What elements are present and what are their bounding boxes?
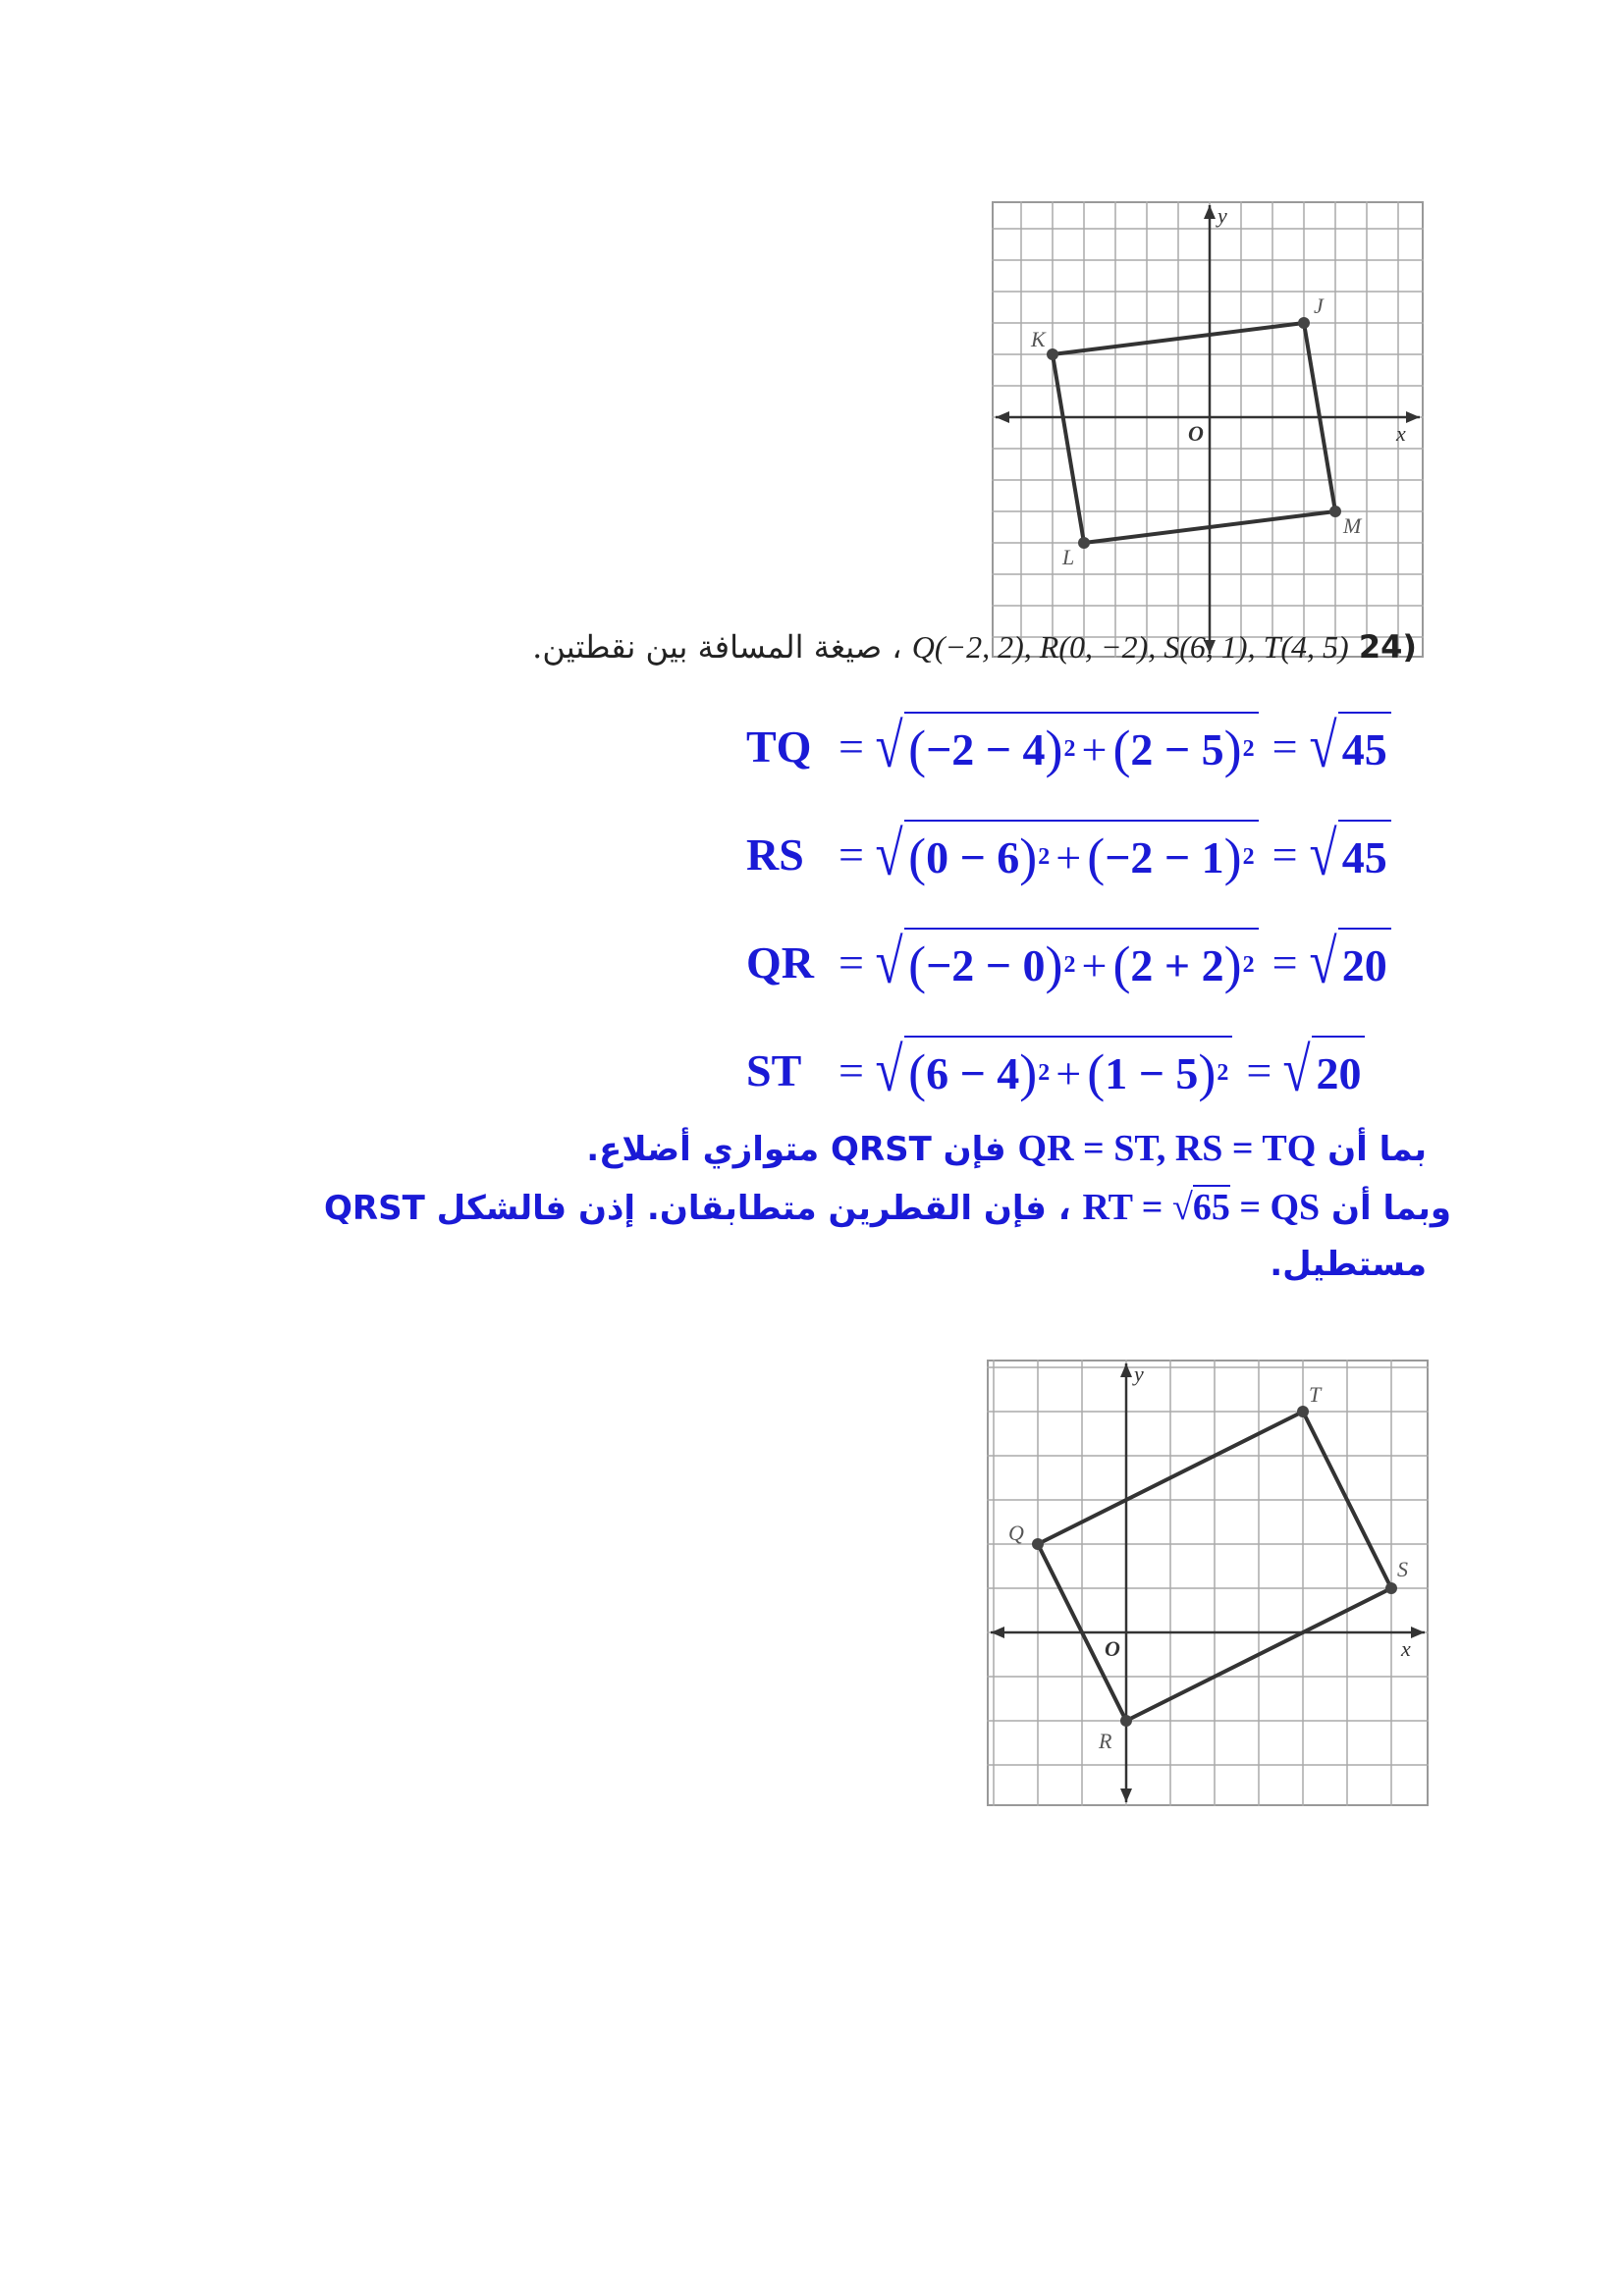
equation-qr: QR = √ ( −2 − 0 ) 2 + ( 2 + 2 ) 2 = √ 20 — [746, 918, 1391, 1006]
text-segment: فإن QRST متوازي أضلاع. — [586, 1130, 1006, 1169]
vertex-Q — [1032, 1538, 1044, 1550]
problem-text: ، صيغة المسافة بين نقطتين. — [532, 628, 902, 666]
term-a: 0 − 6 — [926, 831, 1020, 882]
x-arrow-right — [1411, 1627, 1425, 1638]
result-sqrt: √ 45 — [1306, 712, 1391, 780]
vertex-S — [1385, 1582, 1397, 1594]
equation-st: ST = √ ( 6 − 4 ) 2 + ( 1 − 5 ) 2 = √ 20 — [746, 1026, 1365, 1114]
eq-lhs: ST — [746, 1044, 802, 1095]
term-b: −2 − 1 — [1105, 831, 1224, 882]
vertex-J — [1298, 317, 1310, 329]
graph-jkml — [992, 201, 1424, 658]
grid-border — [993, 202, 1423, 657]
term-a: −2 − 4 — [926, 723, 1046, 774]
vertex-K — [1047, 348, 1058, 360]
x-arrow-left — [996, 411, 1009, 423]
graph-jkml-svg — [992, 201, 1424, 658]
text-segment: وبما أن — [1331, 1189, 1451, 1228]
x-axis-label: x — [1401, 1636, 1411, 1661]
result-sqrt: √ 20 — [1279, 1036, 1365, 1104]
text-segment: بما أن — [1327, 1130, 1427, 1169]
conclusion-line-1 — [586, 1127, 1427, 1170]
rt-segment: RT = — [1082, 1187, 1172, 1228]
graph-qrst-svg — [987, 1360, 1429, 1806]
result-value: 20 — [1338, 928, 1391, 996]
text-segment: مستطيل. — [1270, 1245, 1427, 1284]
y-arrow-up — [1204, 205, 1216, 219]
result-value: 20 — [1312, 1036, 1365, 1104]
sqrt-expression: √ ( 0 − 6 ) 2 + ( −2 − 1 ) 2 — [872, 820, 1259, 888]
equation-rs: RS = √ ( 0 − 6 ) 2 + ( −2 − 1 ) 2 = √ 45 — [746, 810, 1391, 898]
problem-statement — [532, 628, 1417, 666]
vertex-label-T: T — [1309, 1382, 1322, 1407]
sqrt-expression: √ ( −2 − 4 ) 2 + ( 2 − 5 ) 2 — [872, 712, 1259, 780]
qs-segment: = QS — [1229, 1187, 1321, 1228]
vertex-label-J: J — [1314, 294, 1324, 318]
y-axis-label: y — [1134, 1362, 1144, 1386]
text-segment: ، فإن القطرين متطابقان. إذن فالشكل QRST — [324, 1189, 1071, 1228]
y-arrow-down — [1120, 1789, 1132, 1802]
graph-qrst — [987, 1360, 1429, 1806]
term-a: 6 − 4 — [926, 1047, 1020, 1098]
conclusion-line-2 — [324, 1186, 1451, 1229]
term-b: 2 + 2 — [1130, 939, 1224, 990]
result-sqrt: √ 20 — [1306, 928, 1391, 996]
result-value: 45 — [1338, 820, 1391, 888]
term-b: 1 − 5 — [1105, 1047, 1199, 1098]
result-value: 45 — [1338, 712, 1391, 780]
equation-tq: TQ = √ ( −2 − 4 ) 2 + ( 2 − 5 ) 2 = √ 45 — [746, 702, 1391, 790]
vertex-label-Q: Q — [1008, 1521, 1024, 1545]
vertex-label-M: M — [1343, 513, 1362, 538]
x-arrow-left — [991, 1627, 1004, 1638]
origin-label: O — [1105, 1636, 1120, 1661]
origin-label: O — [1188, 421, 1204, 446]
equality-segment: QR = ST, RS = TQ — [1017, 1128, 1317, 1169]
conclusion-line-3 — [1270, 1245, 1427, 1284]
vertex-label-S: S — [1397, 1557, 1408, 1581]
sqrt-expression: √ ( −2 − 0 ) 2 + ( 2 + 2 ) 2 — [872, 928, 1259, 996]
y-axis-label: y — [1217, 203, 1227, 228]
vertex-T — [1297, 1406, 1309, 1417]
vertex-R — [1120, 1715, 1132, 1727]
result-sqrt: √ 45 — [1306, 820, 1391, 888]
sqrt-expression: √ ( 6 − 4 ) 2 + ( 1 − 5 ) 2 — [872, 1036, 1232, 1104]
vertex-label-K: K — [1031, 327, 1046, 351]
eq-lhs: QR — [746, 936, 814, 988]
grid-border — [988, 1361, 1428, 1805]
term-b: 2 − 5 — [1130, 723, 1224, 774]
problem-number: (24 — [1358, 628, 1417, 666]
eq-lhs: TQ — [746, 721, 812, 772]
eq-lhs: RS — [746, 828, 804, 880]
vertex-M — [1329, 506, 1341, 517]
term-a: −2 − 0 — [926, 939, 1046, 990]
problem-coords: Q(−2, 2), R(0, −2), S(6, 1), T(4, 5) — [911, 629, 1349, 665]
x-arrow-right — [1406, 411, 1420, 423]
diagonal-equality: RT = √65 = QS — [1082, 1187, 1321, 1228]
vertex-label-L: L — [1062, 545, 1075, 569]
root-value: 65 — [1192, 1187, 1230, 1228]
vertex-L — [1078, 537, 1090, 549]
vertex-label-R: R — [1099, 1729, 1112, 1753]
y-arrow-up — [1120, 1363, 1132, 1377]
x-axis-label: x — [1396, 421, 1406, 446]
